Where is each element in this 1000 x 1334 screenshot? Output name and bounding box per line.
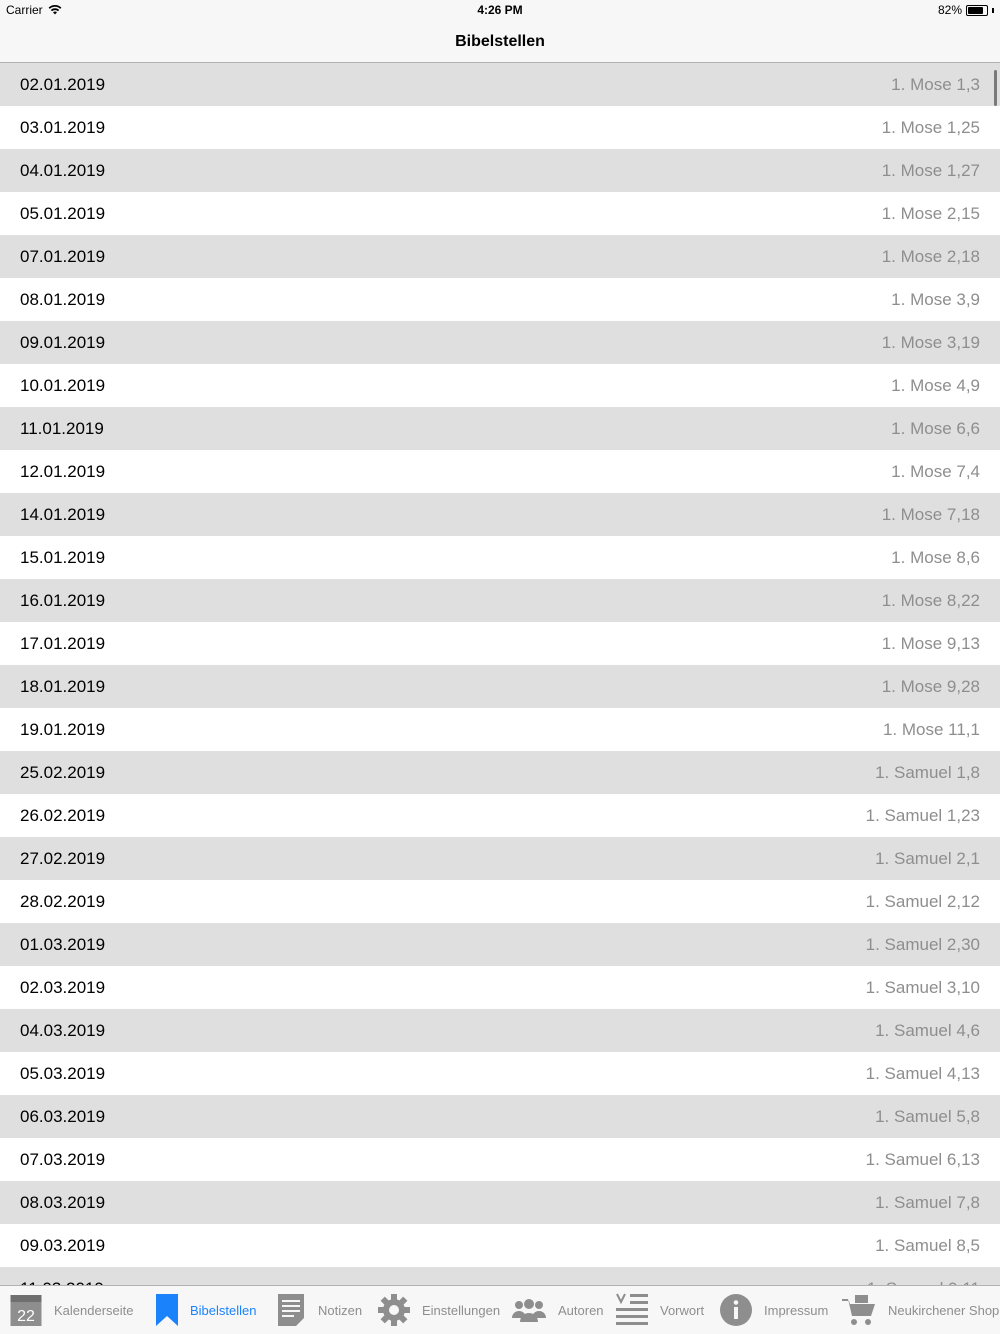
row-reference: 1. Mose 1,3 — [891, 74, 980, 94]
row-reference: 1. Mose 11,1 — [882, 719, 980, 739]
row-reference: 1. Mose 1,25 — [881, 117, 980, 137]
list-item[interactable] — [0, 192, 1000, 235]
row-date: 09.01.2019 — [20, 332, 106, 352]
row-date: 15.01.2019 — [20, 547, 106, 567]
list-item[interactable] — [0, 1138, 1000, 1181]
list-item[interactable] — [0, 837, 1000, 880]
row-reference: 1. Mose 4,9 — [891, 375, 980, 395]
row-date: 04.03.2019 — [20, 1020, 106, 1040]
tab-einstellungen[interactable] — [368, 1286, 502, 1334]
tab-bar — [0, 1285, 1000, 1334]
tab-label: Kalenderseite — [54, 1302, 134, 1318]
row-date: 26.02.2019 — [20, 805, 106, 825]
list-icon — [616, 1294, 648, 1326]
navigation-bar — [0, 22, 1000, 63]
list-item[interactable] — [0, 321, 1000, 364]
row-date: 18.01.2019 — [20, 676, 106, 696]
scrollbar[interactable] — [994, 70, 997, 106]
list-item[interactable] — [0, 278, 1000, 321]
list-item[interactable] — [0, 106, 1000, 149]
row-date: 28.02.2019 — [20, 891, 106, 911]
list-item[interactable] — [0, 364, 1000, 407]
bookmark-icon — [156, 1294, 178, 1326]
row-date: 08.03.2019 — [20, 1192, 106, 1212]
tab-label: Neukirchener Shop — [888, 1302, 1000, 1318]
tab-label: Einstellungen — [422, 1302, 501, 1318]
row-date: 09.03.2019 — [20, 1235, 106, 1255]
status-right — [938, 3, 994, 17]
row-reference: 1. Mose 9,28 — [881, 676, 980, 696]
row-reference: 1. Mose 8,6 — [891, 547, 980, 567]
tab-kalenderseite[interactable] — [0, 1286, 146, 1334]
row-reference: 1. Mose 7,4 — [891, 461, 980, 481]
row-date: 17.01.2019 — [20, 633, 106, 653]
list-item[interactable] — [0, 536, 1000, 579]
list-item[interactable] — [0, 622, 1000, 665]
battery-icon — [966, 5, 988, 16]
notes-icon — [278, 1294, 306, 1326]
tab-notizen[interactable] — [268, 1286, 368, 1334]
list-item[interactable] — [0, 579, 1000, 622]
row-reference: 1. Mose 2,18 — [881, 246, 980, 266]
list-item[interactable] — [0, 923, 1000, 966]
row-reference: 1. Samuel 2,12 — [865, 891, 980, 911]
gear-icon — [378, 1294, 410, 1326]
tab-label: Autoren — [558, 1302, 604, 1318]
row-date: 25.02.2019 — [20, 762, 106, 782]
tab-vorwort[interactable] — [606, 1286, 710, 1334]
list-item[interactable] — [0, 1095, 1000, 1138]
row-reference: 1. Mose 7,18 — [881, 504, 980, 524]
page-title: Bibelstellen — [455, 33, 545, 50]
row-date: 27.02.2019 — [20, 848, 106, 868]
row-reference: 1. Samuel 6,13 — [865, 1149, 980, 1169]
row-date: 11.01.2019 — [20, 418, 104, 438]
row-reference: 1. Samuel 2,1 — [875, 848, 980, 868]
info-icon — [720, 1294, 752, 1326]
battery-nub — [992, 8, 994, 13]
row-reference: 1. Samuel 1,8 — [875, 762, 980, 782]
battery-percent: 82% — [937, 3, 962, 17]
row-date: 02.01.2019 — [20, 74, 106, 94]
row-date: 08.01.2019 — [20, 289, 106, 309]
row-reference: 1. Samuel 7,8 — [875, 1192, 980, 1212]
list-item[interactable] — [0, 880, 1000, 923]
row-date: 07.01.2019 — [20, 246, 106, 266]
row-reference: 1. Mose 2,15 — [881, 203, 980, 223]
row-reference: 1. Mose 9,13 — [881, 633, 980, 653]
row-date: 04.01.2019 — [20, 160, 106, 180]
calendar-badge: 22 — [17, 1308, 35, 1325]
row-date: 05.01.2019 — [20, 203, 106, 223]
row-date: 05.03.2019 — [20, 1063, 106, 1083]
list-item[interactable] — [0, 966, 1000, 1009]
row-reference: 1. Samuel 8,5 — [875, 1235, 980, 1255]
row-date: 07.03.2019 — [20, 1149, 106, 1169]
row-reference: 1. Mose 8,22 — [881, 590, 980, 610]
row-reference: 1. Samuel 3,10 — [865, 977, 980, 997]
calendar-icon — [10, 1293, 42, 1327]
tab-label: Bibelstellen — [190, 1302, 257, 1318]
carrier-label: Carrier — [6, 3, 43, 17]
list-item[interactable] — [0, 751, 1000, 794]
row-reference: 1. Mose 1,27 — [881, 160, 980, 180]
list-item[interactable] — [0, 708, 1000, 751]
row-reference: 1. Samuel 1,23 — [865, 805, 980, 825]
list-item[interactable] — [0, 1224, 1000, 1267]
list-item[interactable] — [0, 235, 1000, 278]
row-date: 01.03.2019 — [20, 934, 106, 954]
row-reference: 1. Mose 6,6 — [891, 418, 980, 438]
bible-reference-list[interactable] — [0, 63, 1000, 1285]
row-date: 02.03.2019 — [20, 977, 106, 997]
list-item[interactable] — [0, 450, 1000, 493]
status-bar — [0, 0, 1000, 22]
list-item[interactable] — [0, 493, 1000, 536]
row-date: 10.01.2019 — [20, 375, 106, 395]
list-item[interactable] — [0, 1181, 1000, 1224]
row-reference: 1. Mose 3,19 — [881, 332, 980, 352]
tab-impressum[interactable] — [710, 1286, 832, 1334]
row-reference: 1. Samuel 5,8 — [875, 1106, 980, 1126]
people-icon — [512, 1298, 546, 1322]
tab-label: Notizen — [318, 1302, 363, 1318]
row-date: 19.01.2019 — [20, 719, 106, 739]
list-item[interactable] — [0, 1009, 1000, 1052]
list-item[interactable] — [0, 665, 1000, 708]
row-reference: 1. Samuel 4,6 — [875, 1020, 980, 1040]
row-date: 16.01.2019 — [20, 590, 106, 610]
tab-neukirchener-shop[interactable] — [832, 1286, 1000, 1334]
list-item[interactable] — [0, 407, 1000, 450]
row-date: 12.01.2019 — [20, 461, 106, 481]
row-date: 14.01.2019 — [20, 504, 106, 524]
status-time: 4:26 PM — [477, 3, 523, 17]
row-date: 06.03.2019 — [20, 1106, 106, 1126]
tab-label: Impressum — [764, 1302, 829, 1318]
tab-label: Vorwort — [660, 1302, 705, 1318]
row-reference: 1. Samuel 2,30 — [865, 934, 980, 954]
list-item[interactable] — [0, 794, 1000, 837]
row-reference: 1. Samuel 4,13 — [865, 1063, 980, 1083]
row-reference: 1. Mose 3,9 — [891, 289, 980, 309]
list-item[interactable] — [0, 149, 1000, 192]
row-date: 03.01.2019 — [20, 117, 106, 137]
list-item[interactable] — [0, 63, 1000, 106]
tab-bibelstellen[interactable] — [146, 1286, 268, 1334]
cart-icon — [842, 1294, 876, 1326]
list-item[interactable] — [0, 1052, 1000, 1095]
tab-autoren[interactable] — [502, 1286, 606, 1334]
